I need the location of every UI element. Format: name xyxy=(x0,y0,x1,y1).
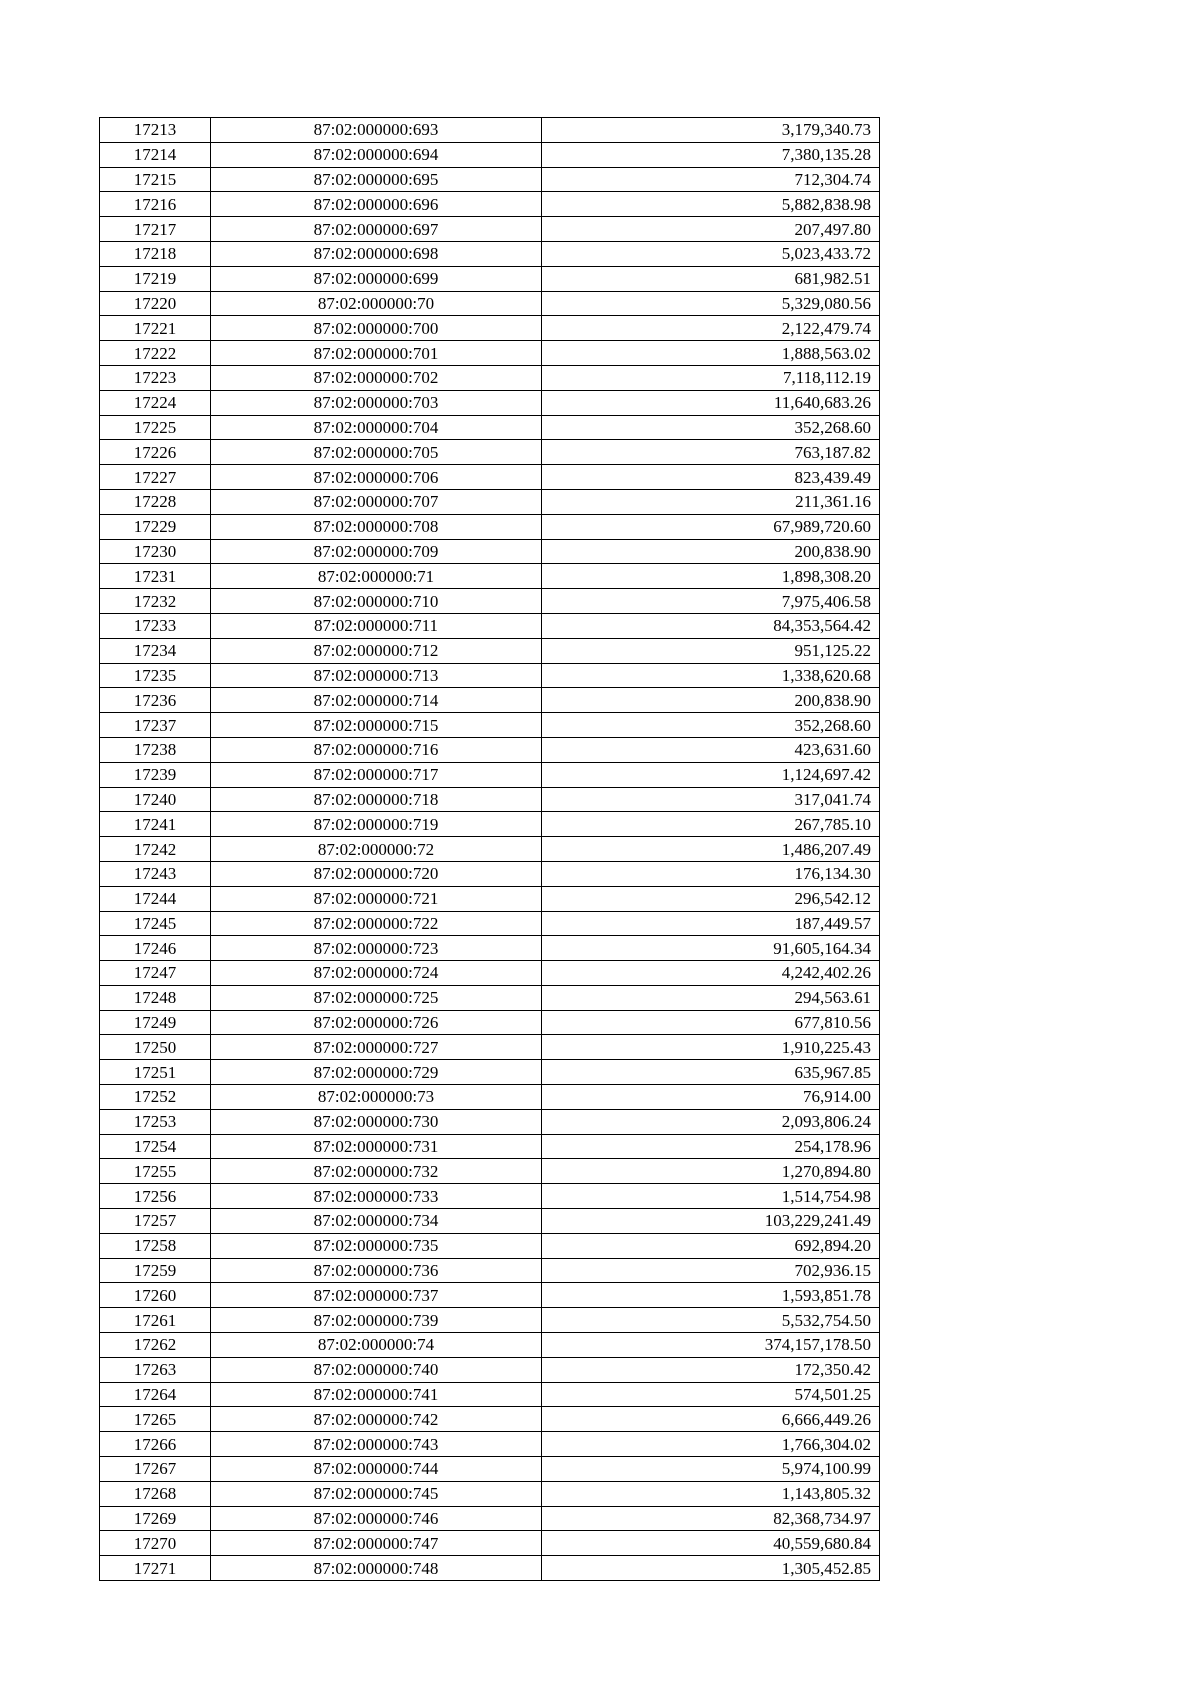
row-number-cell: 17263 xyxy=(100,1357,211,1382)
cadastral-number-cell: 87:02:000000:745 xyxy=(211,1481,542,1506)
row-number-cell: 17254 xyxy=(100,1134,211,1159)
cadastral-number-cell: 87:02:000000:726 xyxy=(211,1010,542,1035)
amount-cell: 1,766,304.02 xyxy=(542,1432,880,1457)
table-row xyxy=(100,341,880,366)
row-number-cell: 17255 xyxy=(100,1159,211,1184)
cadastral-number-cell: 87:02:000000:707 xyxy=(211,489,542,514)
row-number-cell: 17216 xyxy=(100,192,211,217)
table-row xyxy=(100,837,880,862)
table-row xyxy=(100,465,880,490)
table-row xyxy=(100,936,880,961)
row-number-cell: 17222 xyxy=(100,341,211,366)
table-row xyxy=(100,539,880,564)
amount-cell: 211,361.16 xyxy=(542,489,880,514)
row-number-cell: 17251 xyxy=(100,1060,211,1085)
amount-cell: 951,125.22 xyxy=(542,638,880,663)
table-row xyxy=(100,713,880,738)
table-body xyxy=(100,118,880,1581)
cadastral-number-cell: 87:02:000000:711 xyxy=(211,613,542,638)
amount-cell: 176,134.30 xyxy=(542,861,880,886)
table-row xyxy=(100,167,880,192)
cadastral-number-cell: 87:02:000000:701 xyxy=(211,341,542,366)
table-row xyxy=(100,1457,880,1482)
cadastral-number-cell: 87:02:000000:732 xyxy=(211,1159,542,1184)
table-row xyxy=(100,1432,880,1457)
cadastral-number-cell: 87:02:000000:705 xyxy=(211,440,542,465)
amount-cell: 1,486,207.49 xyxy=(542,837,880,862)
cadastral-number-cell: 87:02:000000:717 xyxy=(211,762,542,787)
amount-cell: 5,974,100.99 xyxy=(542,1457,880,1482)
row-number-cell: 17250 xyxy=(100,1035,211,1060)
cadastral-number-cell: 87:02:000000:708 xyxy=(211,514,542,539)
amount-cell: 67,989,720.60 xyxy=(542,514,880,539)
cadastral-number-cell: 87:02:000000:699 xyxy=(211,266,542,291)
cadastral-number-cell: 87:02:000000:721 xyxy=(211,886,542,911)
table-row xyxy=(100,1481,880,1506)
row-number-cell: 17220 xyxy=(100,291,211,316)
cadastral-number-cell: 87:02:000000:720 xyxy=(211,861,542,886)
table-row xyxy=(100,1407,880,1432)
row-number-cell: 17249 xyxy=(100,1010,211,1035)
cadastral-number-cell: 87:02:000000:725 xyxy=(211,985,542,1010)
table-row xyxy=(100,1308,880,1333)
cadastral-number-cell: 87:02:000000:740 xyxy=(211,1357,542,1382)
table-row xyxy=(100,1010,880,1035)
amount-cell: 5,882,838.98 xyxy=(542,192,880,217)
table-row xyxy=(100,1109,880,1134)
cadastral-number-cell: 87:02:000000:727 xyxy=(211,1035,542,1060)
amount-cell: 7,975,406.58 xyxy=(542,589,880,614)
table-row xyxy=(100,390,880,415)
cadastral-number-cell: 87:02:000000:702 xyxy=(211,365,542,390)
cadastral-number-cell: 87:02:000000:72 xyxy=(211,837,542,862)
table-row xyxy=(100,1258,880,1283)
cadastral-number-cell: 87:02:000000:746 xyxy=(211,1506,542,1531)
amount-cell: 6,666,449.26 xyxy=(542,1407,880,1432)
cadastral-number-cell: 87:02:000000:723 xyxy=(211,936,542,961)
row-number-cell: 17260 xyxy=(100,1283,211,1308)
amount-cell: 823,439.49 xyxy=(542,465,880,490)
amount-cell: 702,936.15 xyxy=(542,1258,880,1283)
cadastral-number-cell: 87:02:000000:743 xyxy=(211,1432,542,1457)
table-row xyxy=(100,1333,880,1358)
row-number-cell: 17270 xyxy=(100,1531,211,1556)
table-row xyxy=(100,787,880,812)
table-row xyxy=(100,1531,880,1556)
amount-cell: 574,501.25 xyxy=(542,1382,880,1407)
cadastral-number-cell: 87:02:000000:712 xyxy=(211,638,542,663)
row-number-cell: 17224 xyxy=(100,390,211,415)
table-row xyxy=(100,1184,880,1209)
row-number-cell: 17213 xyxy=(100,118,211,143)
table-row xyxy=(100,812,880,837)
cadastral-number-cell: 87:02:000000:733 xyxy=(211,1184,542,1209)
cadastral-number-cell: 87:02:000000:729 xyxy=(211,1060,542,1085)
table-row xyxy=(100,985,880,1010)
table-row xyxy=(100,365,880,390)
amount-cell: 1,305,452.85 xyxy=(542,1556,880,1581)
cadastral-number-cell: 87:02:000000:742 xyxy=(211,1407,542,1432)
row-number-cell: 17232 xyxy=(100,589,211,614)
cadastral-number-cell: 87:02:000000:695 xyxy=(211,167,542,192)
amount-cell: 1,910,225.43 xyxy=(542,1035,880,1060)
table-row xyxy=(100,440,880,465)
table-row xyxy=(100,1233,880,1258)
row-number-cell: 17226 xyxy=(100,440,211,465)
row-number-cell: 17229 xyxy=(100,514,211,539)
amount-cell: 5,023,433.72 xyxy=(542,241,880,266)
amount-cell: 374,157,178.50 xyxy=(542,1333,880,1358)
cadastral-number-cell: 87:02:000000:697 xyxy=(211,217,542,242)
cadastral-number-cell: 87:02:000000:715 xyxy=(211,713,542,738)
table-row xyxy=(100,291,880,316)
table-row xyxy=(100,1506,880,1531)
amount-cell: 296,542.12 xyxy=(542,886,880,911)
row-number-cell: 17219 xyxy=(100,266,211,291)
table-row xyxy=(100,688,880,713)
table-row xyxy=(100,316,880,341)
table-row xyxy=(100,217,880,242)
row-number-cell: 17238 xyxy=(100,737,211,762)
amount-cell: 187,449.57 xyxy=(542,911,880,936)
cadastral-number-cell: 87:02:000000:724 xyxy=(211,961,542,986)
amount-cell: 7,380,135.28 xyxy=(542,142,880,167)
table-row xyxy=(100,564,880,589)
amount-cell: 200,838.90 xyxy=(542,539,880,564)
row-number-cell: 17267 xyxy=(100,1457,211,1482)
table-row xyxy=(100,911,880,936)
amount-cell: 763,187.82 xyxy=(542,440,880,465)
table-row xyxy=(100,118,880,143)
table-row xyxy=(100,1283,880,1308)
cadastral-number-cell: 87:02:000000:73 xyxy=(211,1085,542,1110)
cadastral-number-cell: 87:02:000000:696 xyxy=(211,192,542,217)
row-number-cell: 17234 xyxy=(100,638,211,663)
table-row xyxy=(100,762,880,787)
table-row xyxy=(100,613,880,638)
table-row xyxy=(100,1556,880,1581)
amount-cell: 1,124,697.42 xyxy=(542,762,880,787)
cadastral-number-cell: 87:02:000000:710 xyxy=(211,589,542,614)
amount-cell: 352,268.60 xyxy=(542,713,880,738)
table-row xyxy=(100,1035,880,1060)
row-number-cell: 17235 xyxy=(100,663,211,688)
row-number-cell: 17228 xyxy=(100,489,211,514)
amount-cell: 103,229,241.49 xyxy=(542,1209,880,1234)
amount-cell: 172,350.42 xyxy=(542,1357,880,1382)
row-number-cell: 17215 xyxy=(100,167,211,192)
amount-cell: 11,640,683.26 xyxy=(542,390,880,415)
table-row xyxy=(100,1134,880,1159)
amount-cell: 1,888,563.02 xyxy=(542,341,880,366)
row-number-cell: 17218 xyxy=(100,241,211,266)
row-number-cell: 17246 xyxy=(100,936,211,961)
row-number-cell: 17233 xyxy=(100,613,211,638)
table-row xyxy=(100,1357,880,1382)
row-number-cell: 17245 xyxy=(100,911,211,936)
row-number-cell: 17252 xyxy=(100,1085,211,1110)
row-number-cell: 17242 xyxy=(100,837,211,862)
amount-cell: 1,593,851.78 xyxy=(542,1283,880,1308)
cadastral-number-cell: 87:02:000000:741 xyxy=(211,1382,542,1407)
row-number-cell: 17221 xyxy=(100,316,211,341)
cadastral-number-cell: 87:02:000000:735 xyxy=(211,1233,542,1258)
table-row xyxy=(100,192,880,217)
amount-cell: 84,353,564.42 xyxy=(542,613,880,638)
amount-cell: 4,242,402.26 xyxy=(542,961,880,986)
row-number-cell: 17244 xyxy=(100,886,211,911)
cadastral-number-cell: 87:02:000000:693 xyxy=(211,118,542,143)
table-row xyxy=(100,663,880,688)
row-number-cell: 17248 xyxy=(100,985,211,1010)
row-number-cell: 17268 xyxy=(100,1481,211,1506)
amount-cell: 3,179,340.73 xyxy=(542,118,880,143)
cadastral-number-cell: 87:02:000000:704 xyxy=(211,415,542,440)
amount-cell: 1,143,805.32 xyxy=(542,1481,880,1506)
amount-cell: 712,304.74 xyxy=(542,167,880,192)
cadastral-number-cell: 87:02:000000:700 xyxy=(211,316,542,341)
document-page xyxy=(99,117,879,1581)
table-row xyxy=(100,961,880,986)
amount-cell: 2,122,479.74 xyxy=(542,316,880,341)
row-number-cell: 17271 xyxy=(100,1556,211,1581)
row-number-cell: 17243 xyxy=(100,861,211,886)
row-number-cell: 17258 xyxy=(100,1233,211,1258)
cadastral-number-cell: 87:02:000000:714 xyxy=(211,688,542,713)
cadastral-number-cell: 87:02:000000:737 xyxy=(211,1283,542,1308)
table-row xyxy=(100,1382,880,1407)
cadastral-number-cell: 87:02:000000:70 xyxy=(211,291,542,316)
amount-cell: 82,368,734.97 xyxy=(542,1506,880,1531)
amount-cell: 5,329,080.56 xyxy=(542,291,880,316)
table-row xyxy=(100,241,880,266)
table-row xyxy=(100,415,880,440)
amount-cell: 317,041.74 xyxy=(542,787,880,812)
row-number-cell: 17265 xyxy=(100,1407,211,1432)
cadastral-number-cell: 87:02:000000:747 xyxy=(211,1531,542,1556)
cadastral-number-cell: 87:02:000000:734 xyxy=(211,1209,542,1234)
amount-cell: 2,093,806.24 xyxy=(542,1109,880,1134)
table-row xyxy=(100,1209,880,1234)
amount-cell: 692,894.20 xyxy=(542,1233,880,1258)
amount-cell: 294,563.61 xyxy=(542,985,880,1010)
row-number-cell: 17230 xyxy=(100,539,211,564)
row-number-cell: 17240 xyxy=(100,787,211,812)
row-number-cell: 17239 xyxy=(100,762,211,787)
cadastral-number-cell: 87:02:000000:694 xyxy=(211,142,542,167)
amount-cell: 1,338,620.68 xyxy=(542,663,880,688)
row-number-cell: 17231 xyxy=(100,564,211,589)
amount-cell: 207,497.80 xyxy=(542,217,880,242)
cadastral-number-cell: 87:02:000000:736 xyxy=(211,1258,542,1283)
table-row xyxy=(100,1085,880,1110)
amount-cell: 677,810.56 xyxy=(542,1010,880,1035)
row-number-cell: 17253 xyxy=(100,1109,211,1134)
cadastral-number-cell: 87:02:000000:71 xyxy=(211,564,542,589)
amount-cell: 635,967.85 xyxy=(542,1060,880,1085)
cadastral-number-cell: 87:02:000000:703 xyxy=(211,390,542,415)
cadastral-number-cell: 87:02:000000:718 xyxy=(211,787,542,812)
amount-cell: 254,178.96 xyxy=(542,1134,880,1159)
row-number-cell: 17261 xyxy=(100,1308,211,1333)
cadastral-number-cell: 87:02:000000:739 xyxy=(211,1308,542,1333)
row-number-cell: 17214 xyxy=(100,142,211,167)
row-number-cell: 17237 xyxy=(100,713,211,738)
amount-cell: 7,118,112.19 xyxy=(542,365,880,390)
row-number-cell: 17227 xyxy=(100,465,211,490)
data-table xyxy=(99,117,880,1581)
row-number-cell: 17256 xyxy=(100,1184,211,1209)
cadastral-number-cell: 87:02:000000:730 xyxy=(211,1109,542,1134)
row-number-cell: 17223 xyxy=(100,365,211,390)
cadastral-number-cell: 87:02:000000:748 xyxy=(211,1556,542,1581)
row-number-cell: 17257 xyxy=(100,1209,211,1234)
cadastral-number-cell: 87:02:000000:731 xyxy=(211,1134,542,1159)
table-row xyxy=(100,638,880,663)
row-number-cell: 17241 xyxy=(100,812,211,837)
amount-cell: 423,631.60 xyxy=(542,737,880,762)
cadastral-number-cell: 87:02:000000:716 xyxy=(211,737,542,762)
table-row xyxy=(100,489,880,514)
amount-cell: 1,514,754.98 xyxy=(542,1184,880,1209)
table-row xyxy=(100,142,880,167)
cadastral-number-cell: 87:02:000000:744 xyxy=(211,1457,542,1482)
table-row xyxy=(100,1159,880,1184)
table-row xyxy=(100,737,880,762)
cadastral-number-cell: 87:02:000000:698 xyxy=(211,241,542,266)
cadastral-number-cell: 87:02:000000:706 xyxy=(211,465,542,490)
amount-cell: 76,914.00 xyxy=(542,1085,880,1110)
cadastral-number-cell: 87:02:000000:722 xyxy=(211,911,542,936)
row-number-cell: 17269 xyxy=(100,1506,211,1531)
amount-cell: 681,982.51 xyxy=(542,266,880,291)
amount-cell: 40,559,680.84 xyxy=(542,1531,880,1556)
table-row xyxy=(100,266,880,291)
amount-cell: 352,268.60 xyxy=(542,415,880,440)
row-number-cell: 17236 xyxy=(100,688,211,713)
cadastral-number-cell: 87:02:000000:709 xyxy=(211,539,542,564)
amount-cell: 91,605,164.34 xyxy=(542,936,880,961)
table-row xyxy=(100,861,880,886)
row-number-cell: 17217 xyxy=(100,217,211,242)
table-row xyxy=(100,514,880,539)
table-row xyxy=(100,886,880,911)
amount-cell: 5,532,754.50 xyxy=(542,1308,880,1333)
row-number-cell: 17262 xyxy=(100,1333,211,1358)
amount-cell: 200,838.90 xyxy=(542,688,880,713)
amount-cell: 1,270,894.80 xyxy=(542,1159,880,1184)
cadastral-number-cell: 87:02:000000:719 xyxy=(211,812,542,837)
row-number-cell: 17225 xyxy=(100,415,211,440)
cadastral-number-cell: 87:02:000000:74 xyxy=(211,1333,542,1358)
table-row xyxy=(100,589,880,614)
row-number-cell: 17264 xyxy=(100,1382,211,1407)
row-number-cell: 17247 xyxy=(100,961,211,986)
table-row xyxy=(100,1060,880,1085)
cadastral-number-cell: 87:02:000000:713 xyxy=(211,663,542,688)
row-number-cell: 17259 xyxy=(100,1258,211,1283)
amount-cell: 267,785.10 xyxy=(542,812,880,837)
amount-cell: 1,898,308.20 xyxy=(542,564,880,589)
row-number-cell: 17266 xyxy=(100,1432,211,1457)
